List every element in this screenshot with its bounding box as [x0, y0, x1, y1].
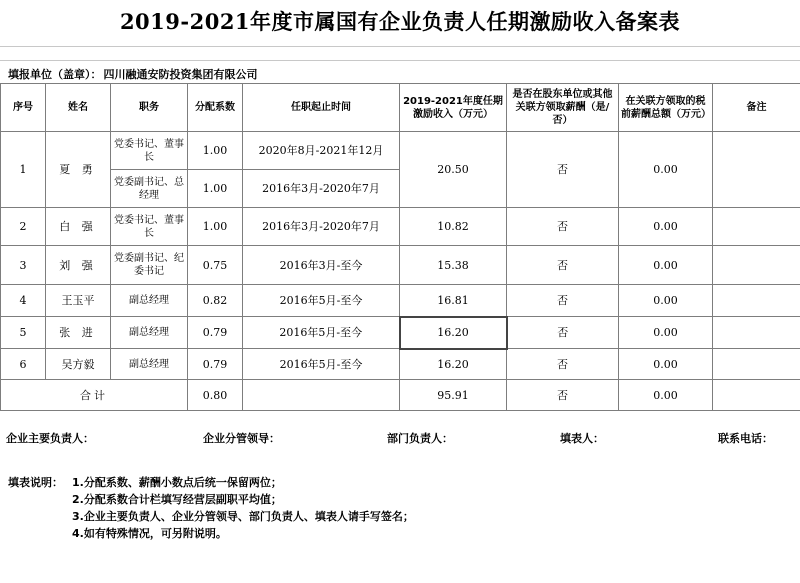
cell-seq[interactable]: 2 [1, 208, 46, 246]
cell-role[interactable]: 党委副书记、纪委书记 [111, 246, 188, 285]
cell-remark[interactable] [713, 317, 800, 349]
cell-coef[interactable]: 0.79 [188, 349, 243, 380]
table-row [1, 246, 800, 285]
cell-seq[interactable]: 3 [1, 246, 46, 285]
cell-remark[interactable] [713, 349, 800, 380]
cell-period[interactable]: 2016年3月-2020年7月 [243, 170, 400, 208]
instruction-item: 1.分配系数、薪酬小数点后统一保留两位； [72, 476, 282, 489]
form-title: 2019-2021年度市属国有企业负责人任期激励收入备案表 [119, 9, 681, 34]
cell-period[interactable]: 2016年5月-至今 [243, 285, 400, 317]
cell-name[interactable]: 刘 强 [46, 246, 111, 285]
cell-total-label[interactable]: 合计 [1, 380, 188, 411]
filing-unit-name: 四川融通安防投资集团有限公司 [103, 68, 258, 81]
cell-income[interactable]: 15.38 [400, 246, 507, 285]
cell-coef[interactable]: 1.00 [188, 170, 243, 208]
cell-name[interactable]: 吴方毅 [46, 349, 111, 380]
cell-name[interactable]: 夏 勇 [46, 132, 111, 208]
cell-pretax[interactable]: 0.00 [619, 208, 713, 246]
cell-name[interactable]: 张 进 [46, 317, 111, 349]
sign-phone: 联系电话： [718, 432, 773, 445]
divider [0, 60, 800, 61]
cell-role[interactable]: 党委书记、董事长 [111, 208, 188, 246]
cell-total-period[interactable] [243, 380, 400, 411]
header-role: 职务 [111, 84, 188, 132]
header-period: 任职起止时间 [243, 84, 400, 132]
cell-role[interactable]: 党委书记、董事长 [111, 132, 188, 170]
cell-remark[interactable] [713, 208, 800, 246]
table-row [1, 285, 800, 317]
header-seq: 序号 [1, 84, 46, 132]
cell-total-shareholder[interactable]: 否 [507, 380, 619, 411]
instructions [8, 474, 414, 542]
table-row [1, 208, 800, 246]
cell-coef[interactable]: 0.79 [188, 317, 243, 349]
cell-total-remark[interactable] [713, 380, 800, 411]
sign-leader: 企业分管领导： [203, 432, 280, 445]
header-row [1, 84, 800, 132]
signature-row [0, 430, 800, 446]
filing-table [0, 83, 800, 411]
table-row [1, 317, 800, 349]
table-row [1, 349, 800, 380]
cell-role[interactable]: 副总经理 [111, 317, 188, 349]
table-row [1, 132, 800, 170]
sign-main-leader: 企业主要负责人： [6, 432, 94, 445]
cell-period[interactable]: 2016年3月-至今 [243, 246, 400, 285]
cell-total-pretax[interactable]: 0.00 [619, 380, 713, 411]
cell-remark[interactable] [713, 132, 800, 208]
cell-total-coef[interactable]: 0.80 [188, 380, 243, 411]
cell-pretax[interactable]: 0.00 [619, 132, 713, 208]
cell-coef[interactable]: 1.00 [188, 132, 243, 170]
cell-role[interactable]: 副总经理 [111, 285, 188, 317]
instruction-item: 3.企业主要负责人、企业分管领导、部门负责人、填表人请手写签名； [72, 510, 414, 523]
cell-period[interactable]: 2016年3月-2020年7月 [243, 208, 400, 246]
cell-pretax[interactable]: 0.00 [619, 285, 713, 317]
cell-shareholder[interactable]: 否 [507, 132, 619, 208]
cell-coef[interactable]: 0.75 [188, 246, 243, 285]
cell-period[interactable]: 2016年5月-至今 [243, 349, 400, 380]
header-remark: 备注 [713, 84, 800, 132]
cell-period[interactable]: 2016年5月-至今 [243, 317, 400, 349]
cell-coef[interactable]: 0.82 [188, 285, 243, 317]
cell-income[interactable]: 16.20 [400, 349, 507, 380]
divider [0, 46, 800, 47]
cell-coef[interactable]: 1.00 [188, 208, 243, 246]
cell-shareholder[interactable]: 否 [507, 349, 619, 380]
cell-period[interactable]: 2020年8月-2021年12月 [243, 132, 400, 170]
cell-shareholder[interactable]: 否 [507, 246, 619, 285]
cell-seq[interactable]: 1 [1, 132, 46, 208]
cell-remark[interactable] [713, 246, 800, 285]
filing-unit [6, 66, 258, 82]
cell-role[interactable]: 副总经理 [111, 349, 188, 380]
cell-income[interactable]: 20.50 [400, 132, 507, 208]
cell-name[interactable]: 白 强 [46, 208, 111, 246]
filing-unit-label: 填报单位（盖章）： [8, 68, 102, 81]
cell-total-income[interactable]: 95.91 [400, 380, 507, 411]
header-pretax: 在关联方领取的税前薪酬总额（万元） [619, 84, 713, 132]
cell-shareholder[interactable]: 否 [507, 208, 619, 246]
cell-shareholder[interactable]: 否 [507, 285, 619, 317]
instruction-item: 2.分配系数合计栏填写经营层副职平均值； [72, 493, 282, 506]
cell-shareholder[interactable]: 否 [507, 317, 619, 349]
cell-name[interactable]: 王玉平 [46, 285, 111, 317]
cell-seq[interactable]: 6 [1, 349, 46, 380]
cell-pretax[interactable]: 0.00 [619, 246, 713, 285]
sign-dept: 部门负责人： [387, 432, 453, 445]
cell-income-selected[interactable]: 16.20 [400, 317, 507, 349]
cell-pretax[interactable]: 0.00 [619, 317, 713, 349]
instruction-item: 4.如有特殊情况，可另附说明。 [72, 527, 227, 540]
header-shareholder: 是否在股东单位或其他关联方领取薪酬（是/否） [507, 84, 619, 132]
header-income: 2019-2021年度任期激励收入（万元） [400, 84, 507, 132]
cell-remark[interactable] [713, 285, 800, 317]
cell-seq[interactable]: 5 [1, 317, 46, 349]
cell-income[interactable]: 10.82 [400, 208, 507, 246]
header-coef: 分配系数 [188, 84, 243, 132]
sign-filler: 填表人： [560, 432, 604, 445]
total-row [1, 380, 800, 411]
instructions-head: 填表说明： [8, 476, 63, 489]
cell-seq[interactable]: 4 [1, 285, 46, 317]
header-name: 姓名 [46, 84, 111, 132]
cell-income[interactable]: 16.81 [400, 285, 507, 317]
cell-pretax[interactable]: 0.00 [619, 349, 713, 380]
cell-role[interactable]: 党委副书记、总经理 [111, 170, 188, 208]
